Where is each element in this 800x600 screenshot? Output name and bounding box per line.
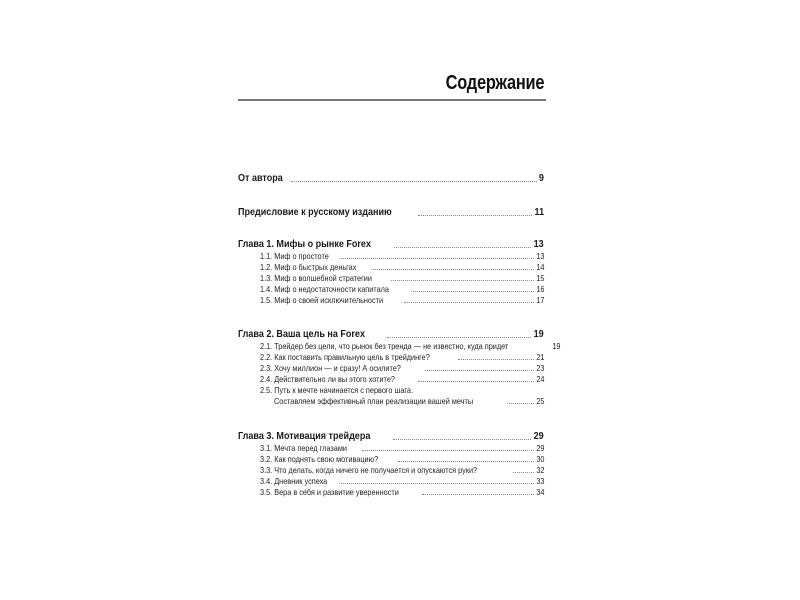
toc-subentry[interactable] bbox=[238, 262, 544, 273]
toc-subentry[interactable] bbox=[238, 295, 544, 306]
toc-chapter-3 bbox=[238, 429, 544, 498]
toc-subentry-label: 2.4. Действительно ли вы этого хотите? bbox=[260, 374, 395, 384]
toc-entry[interactable] bbox=[238, 171, 544, 185]
toc-entry-page: 9 bbox=[538, 172, 544, 184]
toc-subentry[interactable] bbox=[238, 454, 544, 465]
toc-subentry[interactable] bbox=[238, 443, 544, 454]
toc-subentry-page: 14 bbox=[535, 262, 544, 272]
toc-subentry-label: 3.4. Дневник успеха bbox=[260, 476, 328, 486]
toc-subentry[interactable] bbox=[238, 487, 544, 498]
dot-leader bbox=[398, 461, 533, 462]
toc-subentry-page: 29 bbox=[535, 443, 544, 453]
toc-subentry-label: 2.2. Как поставить правильную цель в трейдинге? bbox=[260, 352, 430, 362]
dot-leader bbox=[507, 403, 534, 404]
toc-subentry[interactable] bbox=[238, 476, 544, 487]
dot-leader bbox=[513, 472, 533, 473]
toc-subentry-label: 3.2. Как поднять свою мотивацию? bbox=[260, 454, 379, 464]
toc-entry-page: 29 bbox=[533, 430, 544, 442]
dot-leader bbox=[341, 258, 534, 259]
toc-subentry-label: 3.3. Что делать, когда ничего не получается и опускаются руки? bbox=[260, 465, 478, 475]
toc-subentry-continuation[interactable] bbox=[238, 396, 544, 407]
toc-subentry-label: 3.5. Вера в себя и развитие уверенности bbox=[260, 487, 399, 497]
toc-subentry[interactable] bbox=[238, 465, 544, 476]
toc-subentry[interactable] bbox=[238, 284, 544, 295]
page-title: Содержание bbox=[445, 72, 544, 94]
toc-chapter-2 bbox=[238, 327, 561, 407]
dot-leader bbox=[418, 381, 534, 382]
toc-subentry-label: 2.3. Хочу миллион — и сразу! А осилите? bbox=[260, 363, 401, 373]
toc-subentry-label: 2.5. Путь к мечте начинается с первого шага. bbox=[260, 385, 414, 395]
toc-subentry[interactable] bbox=[238, 363, 544, 374]
toc-subentry-page: 15 bbox=[535, 273, 544, 283]
dot-leader bbox=[422, 494, 533, 495]
toc-subentry-page: 24 bbox=[535, 374, 544, 384]
dot-leader bbox=[411, 291, 534, 292]
dot-leader bbox=[373, 269, 533, 270]
dot-leader bbox=[404, 302, 533, 303]
toc-subentry-label: 2.1. Трейдер без цели, что рынок без тренда — не известно, куда придет bbox=[260, 341, 509, 351]
dot-leader bbox=[393, 439, 531, 440]
dot-leader bbox=[291, 181, 537, 182]
toc-entry[interactable] bbox=[238, 205, 544, 219]
toc-entry[interactable] bbox=[238, 327, 544, 341]
toc-subentry-page: 25 bbox=[535, 396, 544, 406]
toc-subentry-label: 1.2. Миф о быстрых деньгах bbox=[260, 262, 357, 272]
toc-entry[interactable] bbox=[238, 237, 544, 251]
toc-subentry-page: 16 bbox=[535, 284, 544, 294]
toc-entry-label: Глава 1. Мифы о рынке Forex bbox=[238, 238, 371, 250]
toc-entry-page: 19 bbox=[533, 328, 544, 340]
toc-entry[interactable] bbox=[238, 429, 544, 443]
toc-subentry-page: 19 bbox=[552, 341, 561, 351]
toc-subentry[interactable] bbox=[238, 385, 544, 396]
toc-entry-label: От автора bbox=[238, 172, 283, 184]
toc-subentry[interactable] bbox=[238, 273, 544, 284]
toc-subentry-label: 1.4. Миф о недостаточности капитала bbox=[260, 284, 389, 294]
toc-subentry-label: Составляем эффективный план реализации вашей мечты bbox=[274, 396, 474, 406]
toc-subentry-page: 13 bbox=[535, 251, 544, 261]
dot-leader bbox=[418, 215, 532, 216]
toc-section-author bbox=[238, 171, 544, 185]
dot-leader bbox=[425, 370, 534, 371]
toc-subentry-label: 1.3. Миф о волшебной стратегии bbox=[260, 273, 372, 283]
dot-leader bbox=[387, 337, 532, 338]
toc-chapter-1 bbox=[238, 237, 544, 306]
title-rule bbox=[238, 99, 546, 101]
dot-leader bbox=[339, 483, 533, 484]
toc-subentry-page: 33 bbox=[535, 476, 544, 486]
toc-entry-label: Предисловие к русскому изданию bbox=[238, 206, 392, 218]
toc-entry-label: Глава 3. Мотивация трейдера bbox=[238, 430, 371, 442]
toc-subentry-page: 34 bbox=[535, 487, 544, 497]
toc-subentry[interactable] bbox=[238, 352, 544, 363]
toc-entry-page: 11 bbox=[534, 206, 544, 218]
toc-subentry-page: 17 bbox=[535, 295, 544, 305]
toc-subentry-page: 30 bbox=[535, 454, 544, 464]
toc-subentry-label: 3.1. Мечта перед глазами bbox=[260, 443, 347, 453]
toc-subentry-label: 1.5. Миф о своей исключительности bbox=[260, 295, 384, 305]
dot-leader bbox=[458, 359, 533, 360]
toc-subentry[interactable] bbox=[238, 251, 544, 262]
toc-subentry[interactable] bbox=[238, 341, 561, 352]
dot-leader bbox=[394, 247, 532, 248]
dot-leader bbox=[362, 450, 533, 451]
dot-leader bbox=[391, 280, 533, 281]
toc-entry-page: 13 bbox=[533, 238, 544, 250]
toc-entry-label: Глава 2. Ваша цель на Forex bbox=[238, 328, 365, 340]
toc-subentry-page: 32 bbox=[535, 465, 544, 475]
toc-subentry-page: 21 bbox=[535, 352, 544, 362]
toc-subentry-page: 23 bbox=[535, 363, 544, 373]
toc-subentry-label: 1.1. Миф о простоте bbox=[260, 251, 329, 261]
toc-section-preface bbox=[238, 205, 544, 219]
toc-subentry[interactable] bbox=[238, 374, 544, 385]
